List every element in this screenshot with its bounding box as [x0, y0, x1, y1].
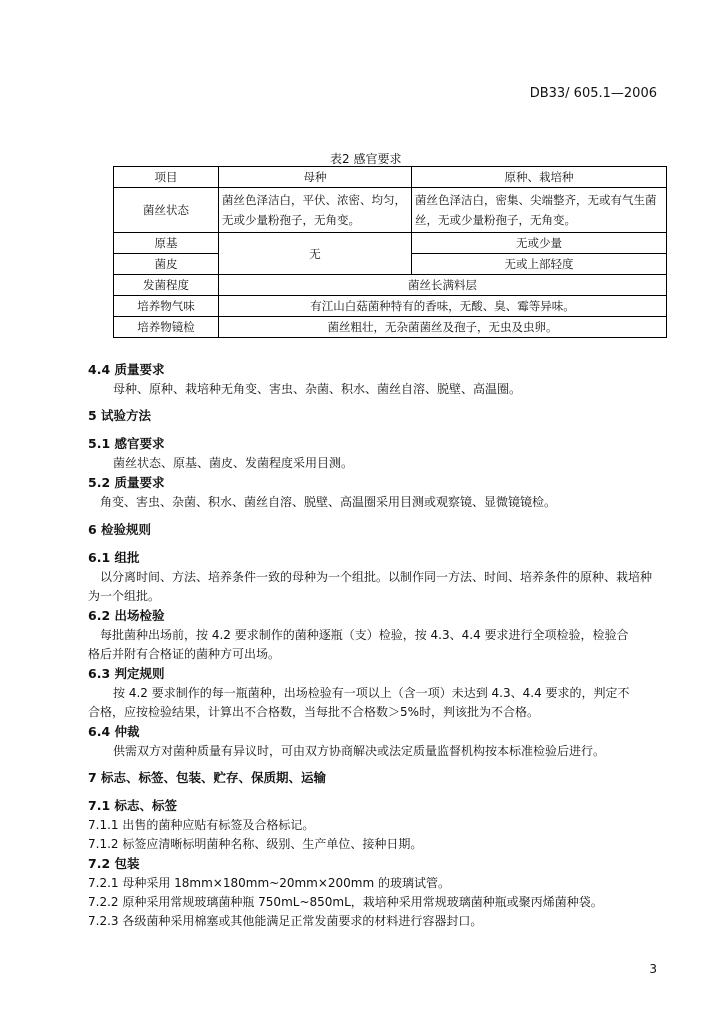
section-4-4-text: 母种、原种、栽培种无角变、害虫、杂菌、积水、菌丝自溶、脱壁、高温圈。 — [113, 382, 522, 396]
section-5-1-title: 5.1 感官要求 — [88, 436, 165, 451]
section-6-1-line1: 以分离时间、方法、培养条件一致的母种为一个组批。以制作同一方法、时间、培养条件的原种、栽培种 — [100, 570, 653, 584]
section-5-2-text: 角变、害虫、杂菌、积水、菌丝自溶、脱壁、高温圈采用目测或观察镜、显微镜镜检。 — [100, 495, 557, 509]
section-6-4-title: 6.4 仲裁 — [88, 724, 140, 739]
section-6-3-title: 6.3 判定规则 — [88, 666, 165, 681]
section-7-title: 7 标志、标签、包装、贮存、保质期、运输 — [88, 770, 327, 785]
section-5-title: 5 试验方法 — [88, 408, 152, 423]
cell-other: 无或上部轻度 — [412, 254, 667, 275]
section-6-1-line2: 为一个组批。 — [88, 589, 161, 603]
section-7-2-2-text: 7.2.2 原种采用常规玻璃菌种瓶 750mL~850mL，栽培种采用常规玻璃菌种瓶或聚丙烯菌种袋。 — [88, 895, 603, 909]
section-6-3-line2: 合格，应按检验结果，计算出不合格数，当每批不合格数＞5%时，判该批为不合格。 — [88, 705, 540, 719]
section-7-1-title: 7.1 标志、标签 — [88, 798, 177, 813]
section-6-title: 6 检验规则 — [88, 522, 152, 537]
cell-item: 培养物气味 — [114, 296, 219, 317]
cell-value: 菌丝长满料层 — [219, 275, 667, 296]
section-7-1-1-text: 7.1.1 出售的菌种应贴有标签及合格标记。 — [88, 818, 315, 832]
table-row — [114, 188, 667, 233]
cell-other: 无或少量 — [412, 233, 667, 254]
section-6-1-title: 6.1 组批 — [88, 550, 140, 565]
section-6-2-line2: 格后并附有合格证的菌种方可出场。 — [88, 647, 281, 661]
section-6-2-line1: 每批菌种出场前，按 4.2 要求制作的菌种逐瓶（支）检验，按 4.3、4.4 要求进行全项检验，检验合 — [100, 628, 629, 642]
table-row — [114, 233, 667, 254]
cell-item: 菌丝状态 — [114, 188, 219, 233]
header-item: 项目 — [114, 167, 219, 188]
table-row — [114, 296, 667, 317]
section-7-2-title: 7.2 包装 — [88, 856, 140, 871]
table-caption: 表2 感官要求 — [330, 152, 402, 166]
section-7-2-3-text: 7.2.3 各级菌种采用棉塞或其他能满足正常发菌要求的材料进行容器封口。 — [88, 914, 483, 928]
section-5-2-title: 5.2 质量要求 — [88, 475, 165, 490]
cell-mother: 菌丝色泽洁白，平伏、浓密、均匀，无或少量粉孢子，无角变。 — [219, 188, 412, 233]
cell-mother: 无 — [219, 233, 412, 275]
cell-item: 原基 — [114, 233, 219, 254]
cell-value: 菌丝粗壮，无杂菌菌丝及孢子，无虫及虫卵。 — [219, 317, 667, 338]
table-row — [114, 317, 667, 338]
table-header-row — [114, 167, 667, 188]
section-6-2-title: 6.2 出场检验 — [88, 608, 165, 623]
cell-other: 菌丝色泽洁白，密集、尖端整齐，无或有气生菌丝，无或少量粉孢子，无角变。 — [412, 188, 667, 233]
section-6-4-text: 供需双方对菌种质量有异议时，可由双方协商解决或法定质量监督机构按本标准检验后进行。 — [113, 744, 606, 758]
section-4-4-title: 4.4 质量要求 — [88, 362, 165, 377]
cell-value: 有江山白菇菌种特有的香味，无酸、臭、霉等异味。 — [219, 296, 667, 317]
table-row — [114, 275, 667, 296]
header-original-cultivation: 原种、栽培种 — [412, 167, 667, 188]
section-7-1-2-text: 7.1.2 标签应清晰标明菌种名称、级别、生产单位、接种日期。 — [88, 837, 423, 851]
document-code-header: DB33/ 605.1—2006 — [529, 86, 657, 101]
page-number: 3 — [649, 962, 657, 976]
header-mother-strain: 母种 — [219, 167, 412, 188]
sensory-requirements-table — [113, 166, 667, 338]
cell-item: 发菌程度 — [114, 275, 219, 296]
section-6-3-line1: 按 4.2 要求制作的每一瓶菌种，出场检验有一项以上（含一项）未达到 4.3、4.4 要求的，判定不 — [113, 686, 630, 700]
section-7-2-1-text: 7.2.1 母种采用 18mm×180mm~20mm×200mm 的玻璃试管。 — [88, 876, 451, 890]
cell-item: 菌皮 — [114, 254, 219, 275]
section-5-1-text: 菌丝状态、原基、菌皮、发菌程度采用目测。 — [113, 456, 354, 470]
cell-item: 培养物镜检 — [114, 317, 219, 338]
